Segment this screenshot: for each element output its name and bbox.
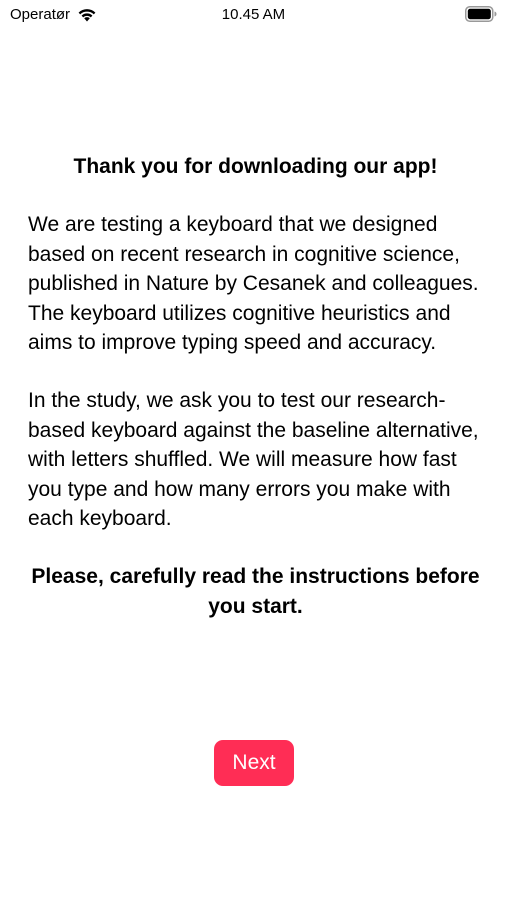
welcome-content [28,152,483,622]
next-button[interactable]: Next [214,740,294,786]
status-time: 10.45 AM [221,6,286,23]
study-paragraph: In the study, we ask you to test our research-based keyboard against the baseline alternative, with letters shuffled. We will measure how fast you type and how many errors you make with each keyboard. [28,388,479,531]
instructions-note: Please, carefully read the instructions before you start. [31,564,480,618]
intro-paragraph: We are testing a keyboard that we designed based on recent research in cognitive science, published in Nature by Cesanek and colleagues. The keyboard utilizes cognitive heuristics and aims to improve typing speed and accuracy. [28,213,479,355]
battery-icon [465,6,497,22]
carrier-name: Operatør [10,6,71,23]
page-title: Thank you for downloading our app! [73,155,438,178]
status-bar [0,0,507,32]
